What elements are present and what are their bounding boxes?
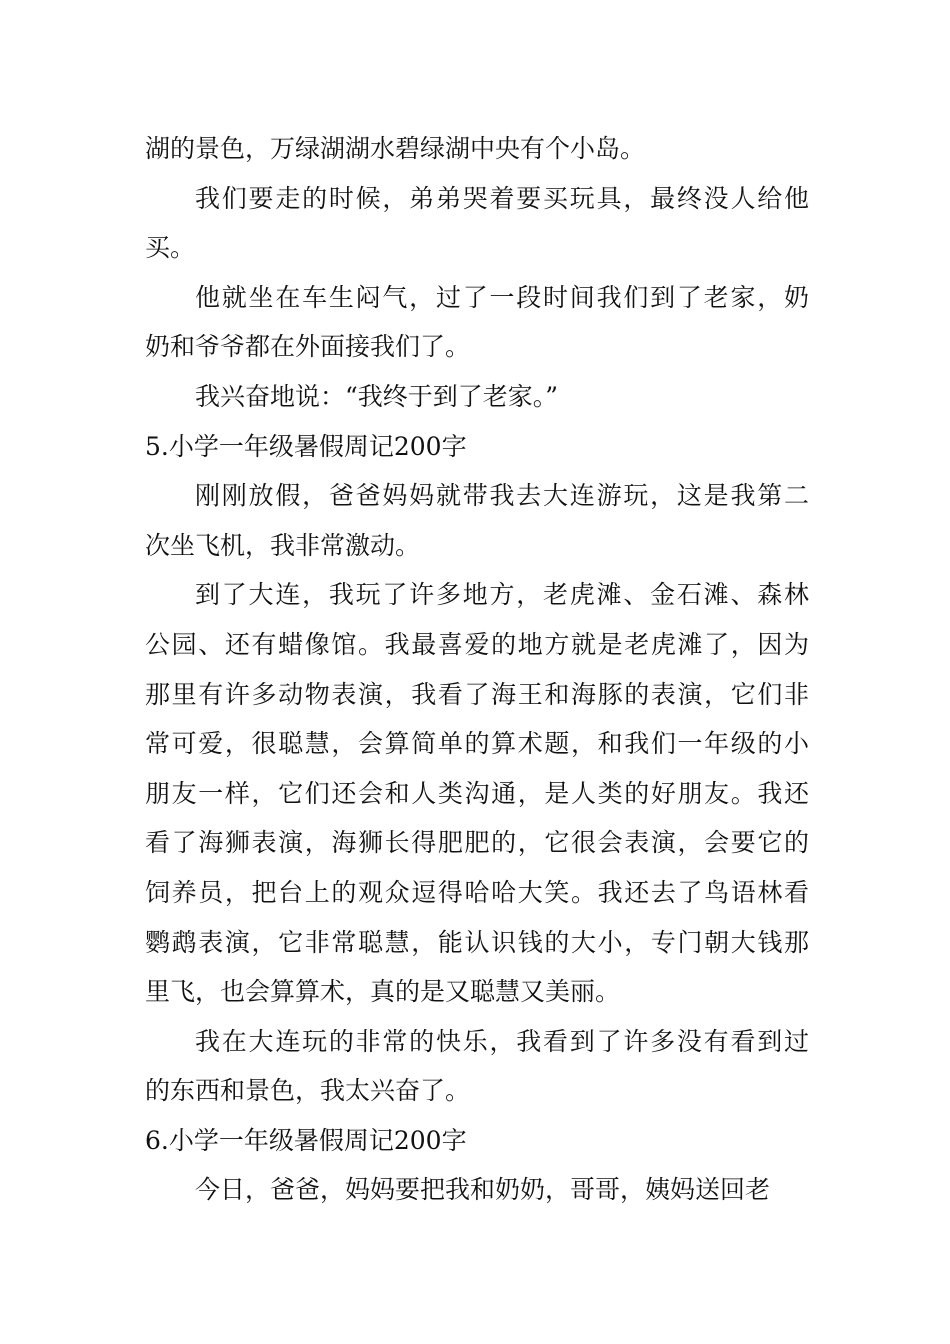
paragraph-line: 今日，爸爸，妈妈要把我和奶奶，哥哥，姨妈送回老 <box>195 1175 771 1205</box>
paragraph <box>145 273 809 372</box>
section-heading <box>145 422 809 472</box>
paragraph <box>145 372 809 422</box>
paragraph-line: 看了海狮表演，海狮长得肥肥的，它很会表演，会要它的 <box>145 828 809 858</box>
paragraph <box>145 1165 809 1215</box>
paragraph-line: 到了大连，我玩了许多地方，老虎滩、金石滩、森林 <box>195 580 809 610</box>
paragraph-line: 饲养员，把台上的观众逗得哈哈大笑。我还去了鸟语林看 <box>145 877 809 907</box>
paragraph-line: 我兴奋地说：“我终于到了老家。” <box>195 381 559 411</box>
heading-text: 6.小学一年级暑假周记200字 <box>145 1125 467 1155</box>
paragraph-line: 朋友一样，它们还会和人类沟通，是人类的好朋友。我还 <box>145 778 809 808</box>
paragraph-line: 奶和爷爷都在外面接我们了。 <box>145 332 471 362</box>
section-heading <box>145 1116 809 1166</box>
paragraph-line: 那里有许多动物表演，我看了海王和海豚的表演，它们非 <box>145 679 809 709</box>
heading-text: 5.小学一年级暑假周记200字 <box>145 431 467 461</box>
paragraph-line: 常可爱，很聪慧，会算简单的算术题，和我们一年级的小 <box>145 729 809 759</box>
paragraph-line: 买。 <box>145 233 196 263</box>
paragraph-line: 鹦鹉表演，它非常聪慧，能认识钱的大小，专门朝大钱那 <box>145 927 809 957</box>
paragraph <box>145 174 809 273</box>
paragraph-line: 次坐飞机，我非常激动。 <box>145 530 421 560</box>
document-page <box>145 124 809 1215</box>
paragraph <box>145 1017 809 1116</box>
paragraph-line: 我们要走的时候，弟弟哭着要买玩具，最终没人给他 <box>195 183 809 213</box>
paragraph <box>145 124 809 174</box>
paragraph-line: 刚刚放假，爸爸妈妈就带我去大连游玩，这是我第二 <box>195 481 809 511</box>
paragraph-line: 公园、还有蜡像馆。我最喜爱的地方就是老虎滩了，因为 <box>145 629 809 659</box>
paragraph-line: 的东西和景色，我太兴奋了。 <box>145 1076 471 1106</box>
paragraph-line: 他就坐在车生闷气，过了一段时间我们到了老家，奶 <box>195 282 809 312</box>
paragraph-line: 里飞，也会算算术，真的是又聪慧又美丽。 <box>145 977 621 1007</box>
paragraph-line: 湖的景色，万绿湖湖水碧绿湖中央有个小岛。 <box>145 134 646 163</box>
paragraph-line: 我在大连玩的非常的快乐，我看到了许多没有看到过 <box>195 1026 809 1056</box>
paragraph <box>145 471 809 570</box>
paragraph <box>145 570 809 1016</box>
